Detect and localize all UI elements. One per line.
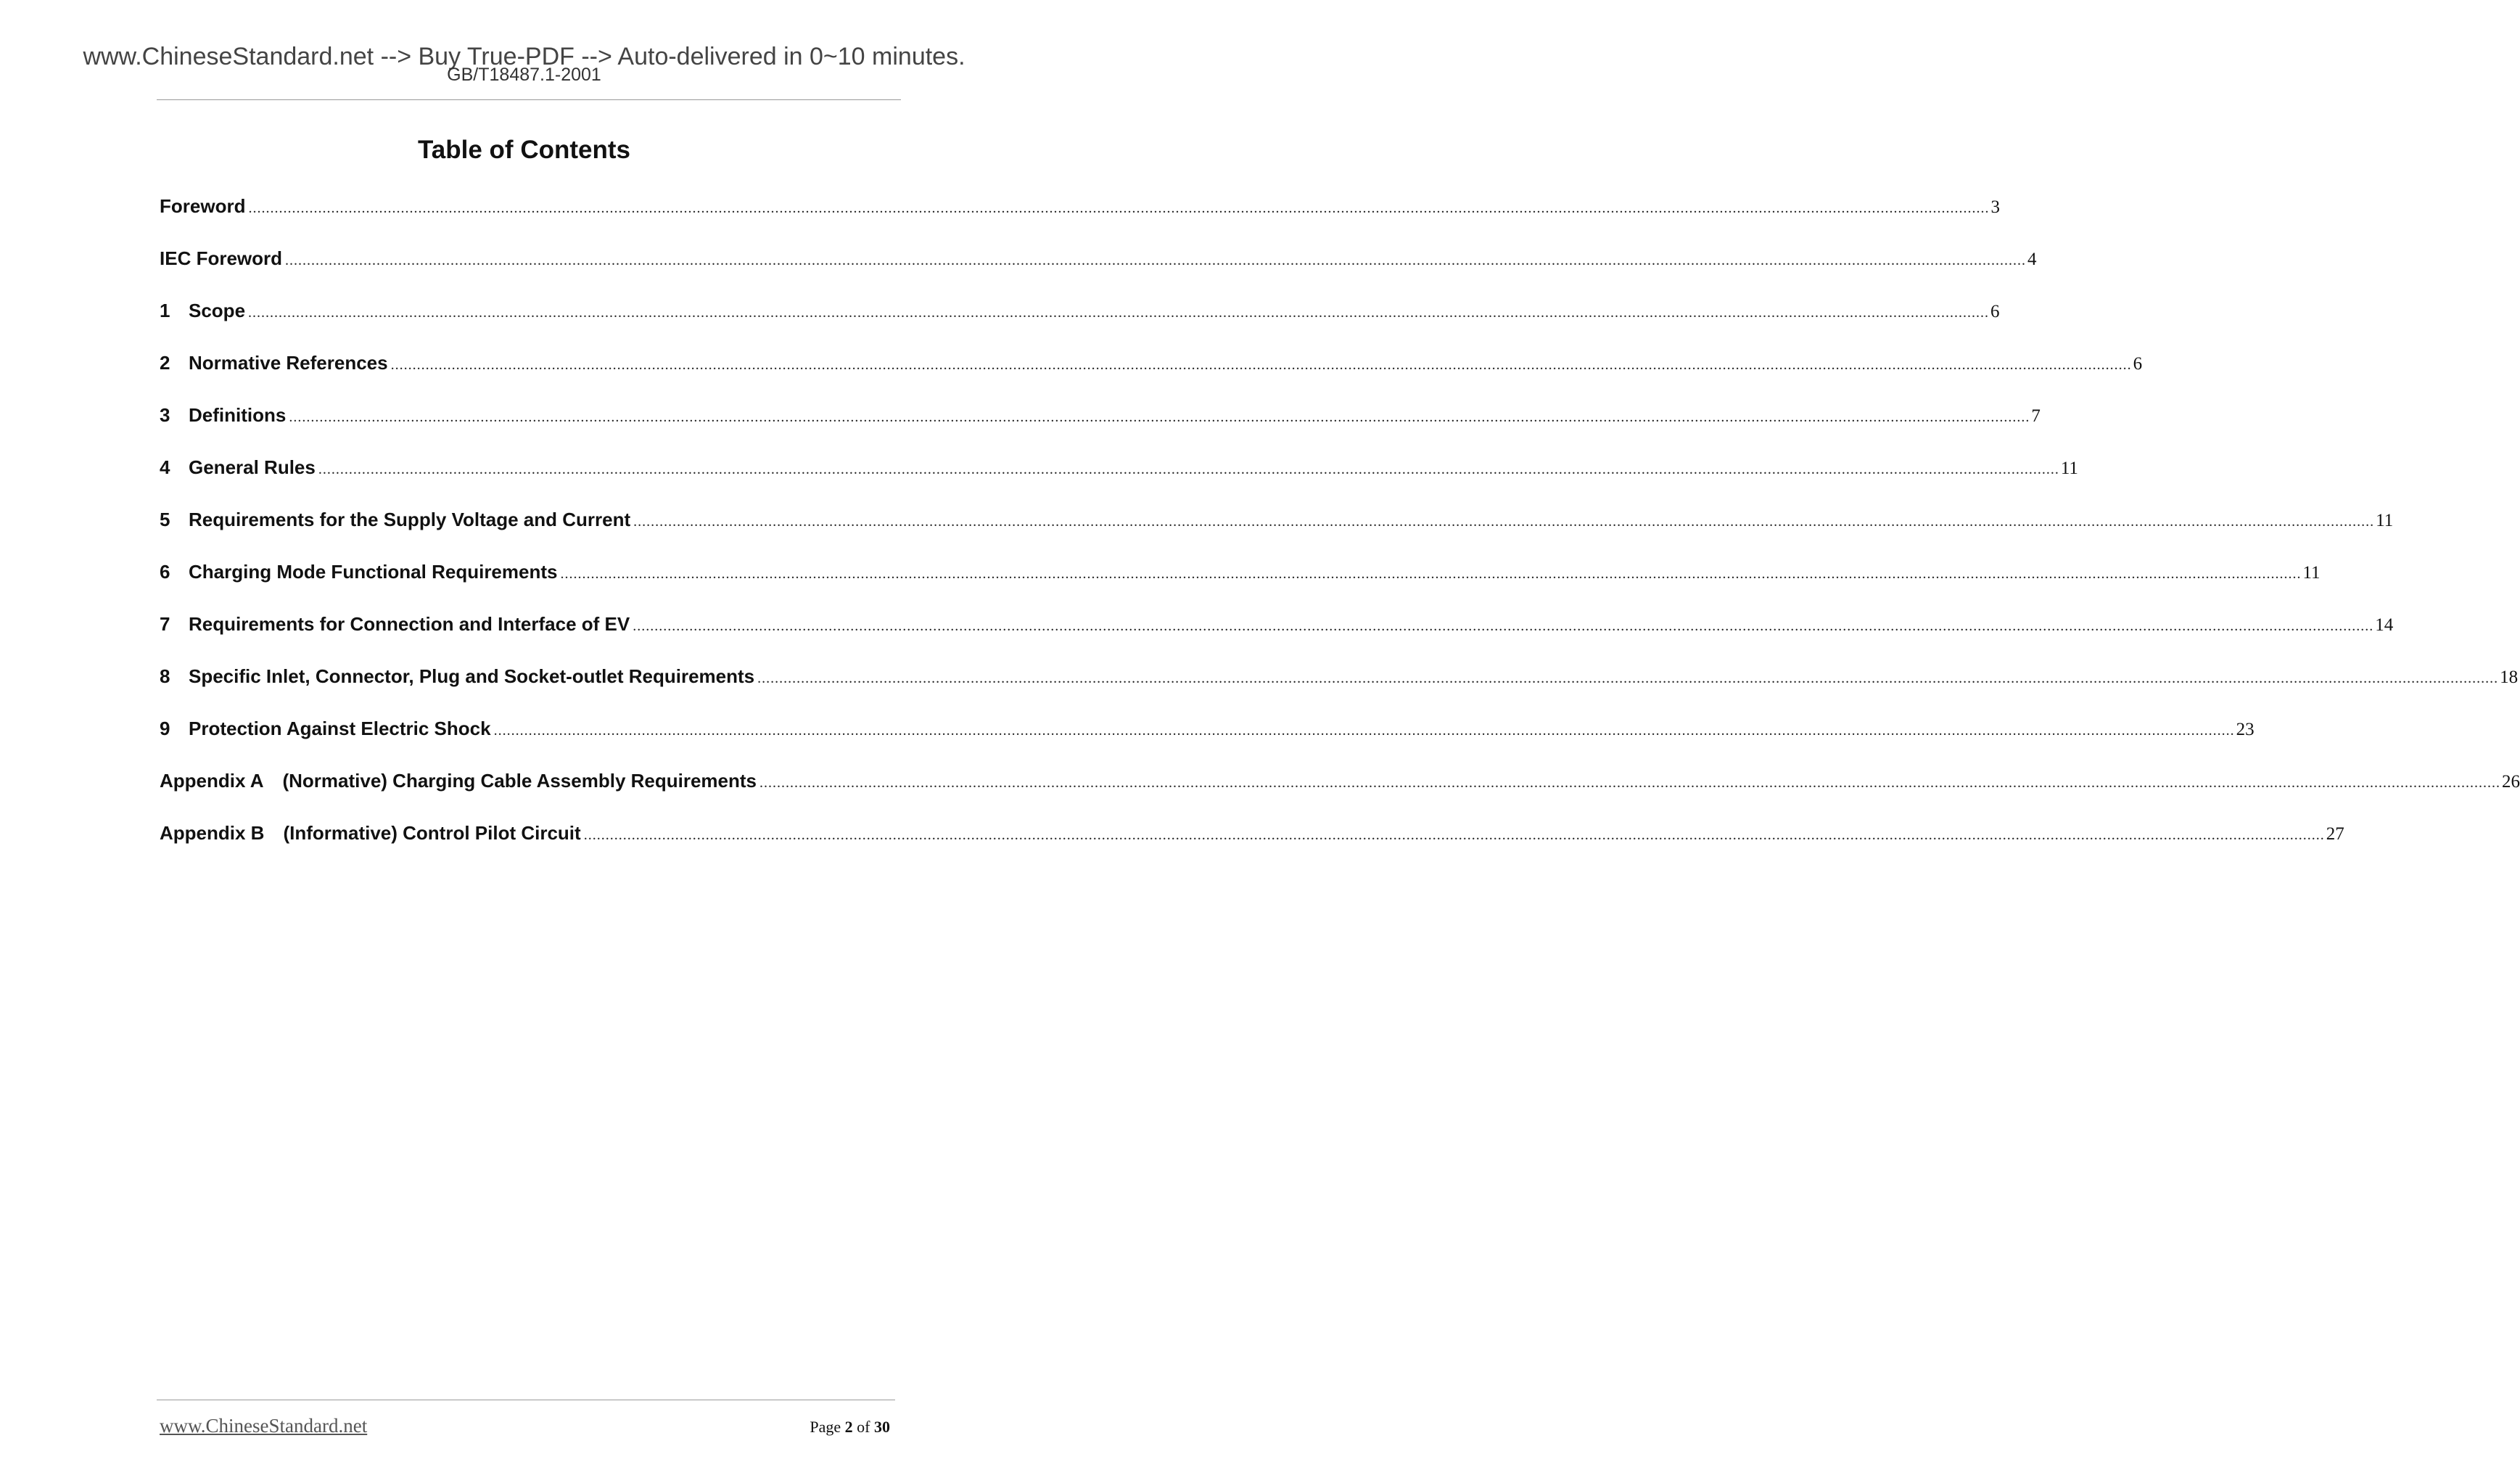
toc-entry-label: Definitions: [189, 404, 287, 426]
toc-entry-page: 6: [1990, 302, 2000, 321]
dot-leader: ................................................................................................................................................................................................................................................................................................................................................................................................................: [493, 723, 2235, 739]
toc-entry-appendix-a[interactable]: [160, 769, 2520, 821]
toc-entry-specific-inlet[interactable]: [160, 665, 2519, 717]
banner-text: www.ChineseStandard.net --> Buy True-PDF --> Auto-delivered in 0~10 minutes.: [83, 43, 965, 70]
dot-leader: ................................................................................................................................................................................................................................................................................................................................................................................................................: [633, 514, 2375, 530]
toc-entry-appendix-b[interactable]: [160, 821, 2344, 874]
toc-entry-page: 6: [2133, 354, 2143, 374]
table-of-contents: [160, 194, 2520, 874]
toc-entry-charging-mode[interactable]: [160, 560, 2321, 612]
toc-entry-label: Protection Against Electric Shock: [189, 718, 491, 739]
toc-entry-page: 18: [2500, 667, 2519, 687]
dot-leader: ................................................................................................................................................................................................................................................................................................................................................................................................................: [757, 670, 2499, 686]
toc-entry-page: 26: [2502, 772, 2520, 792]
dot-leader: ................................................................................................................................................................................................................................................................................................................................................................................................................: [248, 305, 1990, 321]
toc-entry-label: Requirements for the Supply Voltage and Current: [189, 509, 631, 530]
toc-entry-definitions[interactable]: [160, 403, 2041, 456]
toc-entry-page: 14: [2375, 615, 2394, 635]
page-of: of: [857, 1418, 870, 1436]
toc-entry-label: General Rules: [189, 456, 316, 478]
toc-entry-protection[interactable]: [160, 717, 2255, 769]
toc-entry-normative-references[interactable]: [160, 351, 2143, 403]
toc-entry-foreword[interactable]: [160, 194, 2000, 247]
toc-entry-label: Scope: [189, 300, 246, 321]
page-current: 2: [844, 1418, 853, 1436]
toc-entry-label: (Normative) Charging Cable Assembly Requirements: [282, 770, 757, 792]
toc-entry-number: 7: [160, 613, 170, 635]
toc-entry-page: 11: [2060, 459, 2078, 478]
page-prefix: Page: [810, 1418, 841, 1436]
toc-entry-label: Foreword: [160, 195, 246, 217]
toc-entry-page: 11: [2302, 563, 2321, 583]
toc-entry-page: 3: [1990, 197, 2000, 217]
toc-entry-page: 7: [2031, 406, 2041, 426]
dot-leader: ................................................................................................................................................................................................................................................................................................................................................................................................................: [318, 461, 2059, 477]
toc-entry-label: Charging Mode Functional Requirements: [189, 561, 558, 583]
toc-entry-number: 1: [160, 300, 170, 321]
dot-leader: ................................................................................................................................................................................................................................................................................................................................................................................................................: [633, 618, 2374, 634]
page-total: 30: [874, 1418, 890, 1436]
toc-entry-supply-voltage[interactable]: [160, 508, 2394, 560]
toc-entry-page: 4: [2027, 250, 2037, 269]
toc-entry-number: 8: [160, 665, 170, 687]
toc-entry-number: Appendix B: [160, 822, 265, 844]
dot-leader: ................................................................................................................................................................................................................................................................................................................................................................................................................: [759, 775, 2501, 791]
toc-entry-label: (Informative) Control Pilot Circuit: [283, 822, 581, 844]
toc-entry-scope[interactable]: [160, 299, 2000, 351]
dot-leader: ................................................................................................................................................................................................................................................................................................................................................................................................................: [285, 252, 2027, 268]
toc-entry-label: Requirements for Connection and Interface of EV: [189, 613, 630, 635]
dot-leader: ................................................................................................................................................................................................................................................................................................................................................................................................................: [248, 200, 1990, 216]
footer-site-link[interactable]: www.ChineseStandard.net: [160, 1415, 368, 1437]
toc-entry-number: 5: [160, 509, 170, 530]
toc-entry-number: 2: [160, 352, 170, 374]
toc-entry-page: 23: [2236, 720, 2255, 739]
toc-entry-general-rules[interactable]: [160, 456, 2078, 508]
dot-leader: ................................................................................................................................................................................................................................................................................................................................................................................................................: [560, 566, 2302, 582]
toc-entry-connection-interface[interactable]: [160, 612, 2394, 665]
dot-leader: ................................................................................................................................................................................................................................................................................................................................................................................................................: [289, 409, 2030, 425]
toc-entry-label: IEC Foreword: [160, 247, 283, 269]
toc-entry-number: 9: [160, 718, 170, 739]
dot-leader: ................................................................................................................................................................................................................................................................................................................................................................................................................: [583, 827, 2325, 843]
toc-entry-iec-foreword[interactable]: [160, 247, 2037, 299]
toc-entry-page: 27: [2326, 824, 2344, 844]
page-title: Table of Contents: [418, 136, 630, 164]
toc-entry-page: 11: [2376, 511, 2394, 530]
toc-entry-label: Normative References: [189, 352, 388, 374]
page-number: [810, 1418, 890, 1437]
document-id: GB/T18487.1-2001: [447, 65, 601, 85]
toc-entry-number: 3: [160, 404, 170, 426]
header-divider: [157, 99, 901, 100]
toc-entry-label: Specific Inlet, Connector, Plug and Socket-outlet Requirements: [189, 665, 755, 687]
toc-entry-number: 4: [160, 456, 170, 478]
toc-entry-number: 6: [160, 561, 170, 583]
toc-entry-number: Appendix A: [160, 770, 264, 792]
dot-leader: ................................................................................................................................................................................................................................................................................................................................................................................................................: [390, 357, 2132, 373]
